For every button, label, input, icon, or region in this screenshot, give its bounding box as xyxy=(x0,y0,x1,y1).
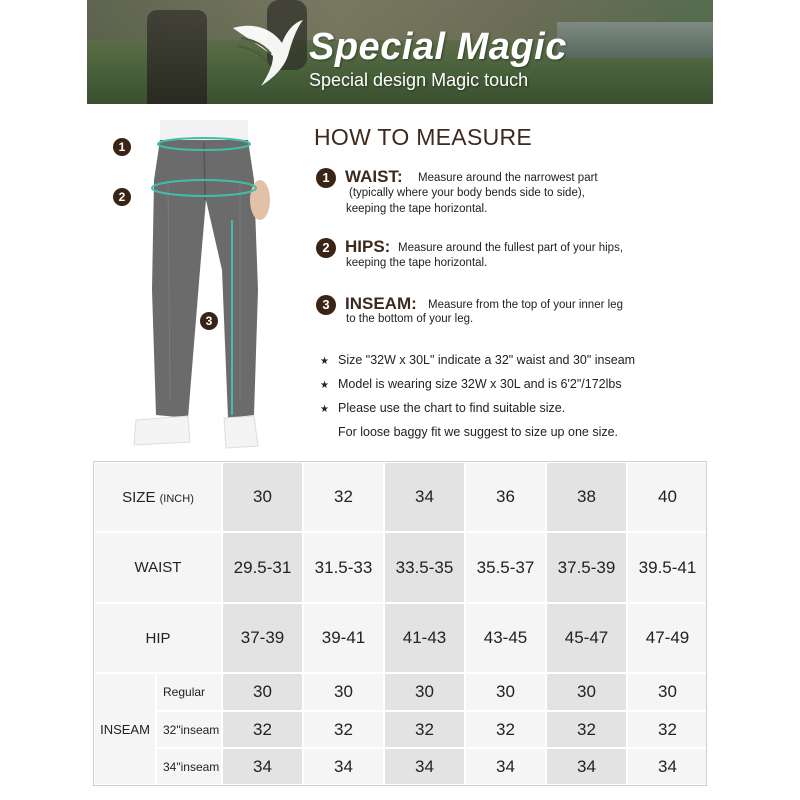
size-cell: 32 xyxy=(303,462,384,532)
inseam-sublabel: 32"inseam xyxy=(156,711,222,748)
size-label: SIZE xyxy=(122,488,156,506)
inseam-cell: 32 xyxy=(627,711,708,748)
hip-cell: 39-41 xyxy=(303,603,384,673)
waist-cell: 35.5-37 xyxy=(465,532,546,603)
star-icon: ★ xyxy=(320,404,329,415)
inseam-cell: 30 xyxy=(384,673,465,711)
note-3 xyxy=(320,401,565,415)
inseam-cell: 34 xyxy=(627,748,708,785)
brand-banner xyxy=(87,0,713,104)
table-row-hip xyxy=(94,603,708,673)
size-cell: 34 xyxy=(384,462,465,532)
inseam-cell: 32 xyxy=(222,711,303,748)
bird-logo-icon xyxy=(227,8,307,88)
size-cell: 38 xyxy=(546,462,627,532)
star-icon: ★ xyxy=(320,356,329,367)
waist-cell: 33.5-35 xyxy=(384,532,465,603)
inseam-cell: 30 xyxy=(546,673,627,711)
hip-cell: 41-43 xyxy=(384,603,465,673)
banner-golfer xyxy=(147,10,207,104)
inseam-cell: 34 xyxy=(465,748,546,785)
waist-cell: 31.5-33 xyxy=(303,532,384,603)
size-cell: 36 xyxy=(465,462,546,532)
step-2-title: HIPS: xyxy=(345,237,391,256)
step-1-number: 1 xyxy=(316,168,336,188)
star-icon: ★ xyxy=(320,380,329,391)
waist-cell: 39.5-41 xyxy=(627,532,708,603)
hip-cell: 37-39 xyxy=(222,603,303,673)
step-1-line2: (typically where your body bends side to side), xyxy=(349,187,585,199)
inseam-sublabel: 34"inseam xyxy=(156,748,222,785)
step-1-title: WAIST: xyxy=(345,167,403,186)
step-1-line3: keeping the tape horizontal. xyxy=(346,203,488,215)
size-cell: 30 xyxy=(222,462,303,532)
note-4 xyxy=(338,425,618,439)
table-row-waist xyxy=(94,532,708,603)
inseam-cell: 30 xyxy=(222,673,303,711)
step-2-line2: keeping the tape horizontal. xyxy=(346,257,488,269)
table-row-inseam-regular xyxy=(94,673,708,711)
note-2 xyxy=(320,377,622,391)
guide-title: HOW TO MEASURE xyxy=(314,124,533,150)
note-3-text: Please use the chart to find suitable size. xyxy=(338,401,566,415)
step-3-line1: Measure from the top of your inner leg xyxy=(428,299,623,311)
note-1 xyxy=(320,353,635,367)
hip-cell: 45-47 xyxy=(546,603,627,673)
marker-1: 1 xyxy=(113,138,131,156)
note-4-text: For loose baggy fit we suggest to size up one size. xyxy=(338,425,619,439)
model-figure xyxy=(108,120,298,455)
size-unit: (INCH) xyxy=(159,492,194,505)
inseam-cell: 32 xyxy=(465,711,546,748)
marker-3: 3 xyxy=(200,312,218,330)
note-1-text: Size "32W x 30L" indicate a 32" waist and 30" inseam xyxy=(338,353,636,367)
marker-2: 2 xyxy=(113,188,131,206)
brand-tagline: Special design Magic touch xyxy=(309,70,529,90)
inseam-cell: 32 xyxy=(303,711,384,748)
table-row-inseam-34 xyxy=(94,748,708,785)
inseam-cell: 30 xyxy=(303,673,384,711)
note-2-text: Model is wearing size 32W x 30L and is 6'2"/172lbs xyxy=(338,377,622,391)
inseam-cell: 30 xyxy=(627,673,708,711)
step-2-number: 2 xyxy=(316,238,336,258)
step-1-line1: Measure around the narrowest part xyxy=(418,172,598,184)
inseam-cell: 30 xyxy=(465,673,546,711)
hip-cell: 47-49 xyxy=(627,603,708,673)
waist-label: WAIST xyxy=(94,532,222,603)
step-3-line2: to the bottom of your leg. xyxy=(346,313,474,325)
inseam-label: INSEAM xyxy=(94,673,156,785)
hip-label: HIP xyxy=(94,603,222,673)
banner-water xyxy=(557,22,713,58)
table-row-inseam-32 xyxy=(94,711,708,748)
inseam-cell: 32 xyxy=(384,711,465,748)
waist-cell: 37.5-39 xyxy=(546,532,627,603)
brand-name: Special Magic xyxy=(309,26,567,68)
table-row-size xyxy=(94,462,708,532)
inseam-cell: 34 xyxy=(546,748,627,785)
inseam-cell: 34 xyxy=(222,748,303,785)
hip-cell: 43-45 xyxy=(465,603,546,673)
step-2-line1: Measure around the fullest part of your hips, xyxy=(398,242,624,254)
size-chart-table xyxy=(93,461,709,786)
waist-cell: 29.5-31 xyxy=(222,532,303,603)
pants-illustration xyxy=(108,120,298,455)
inseam-cell: 34 xyxy=(384,748,465,785)
size-header xyxy=(94,462,222,532)
inseam-cell: 34 xyxy=(303,748,384,785)
inseam-cell: 32 xyxy=(546,711,627,748)
size-cell: 40 xyxy=(627,462,708,532)
step-3-number: 3 xyxy=(316,295,336,315)
inseam-sublabel: Regular xyxy=(156,673,222,711)
step-3-title: INSEAM: xyxy=(345,294,417,313)
